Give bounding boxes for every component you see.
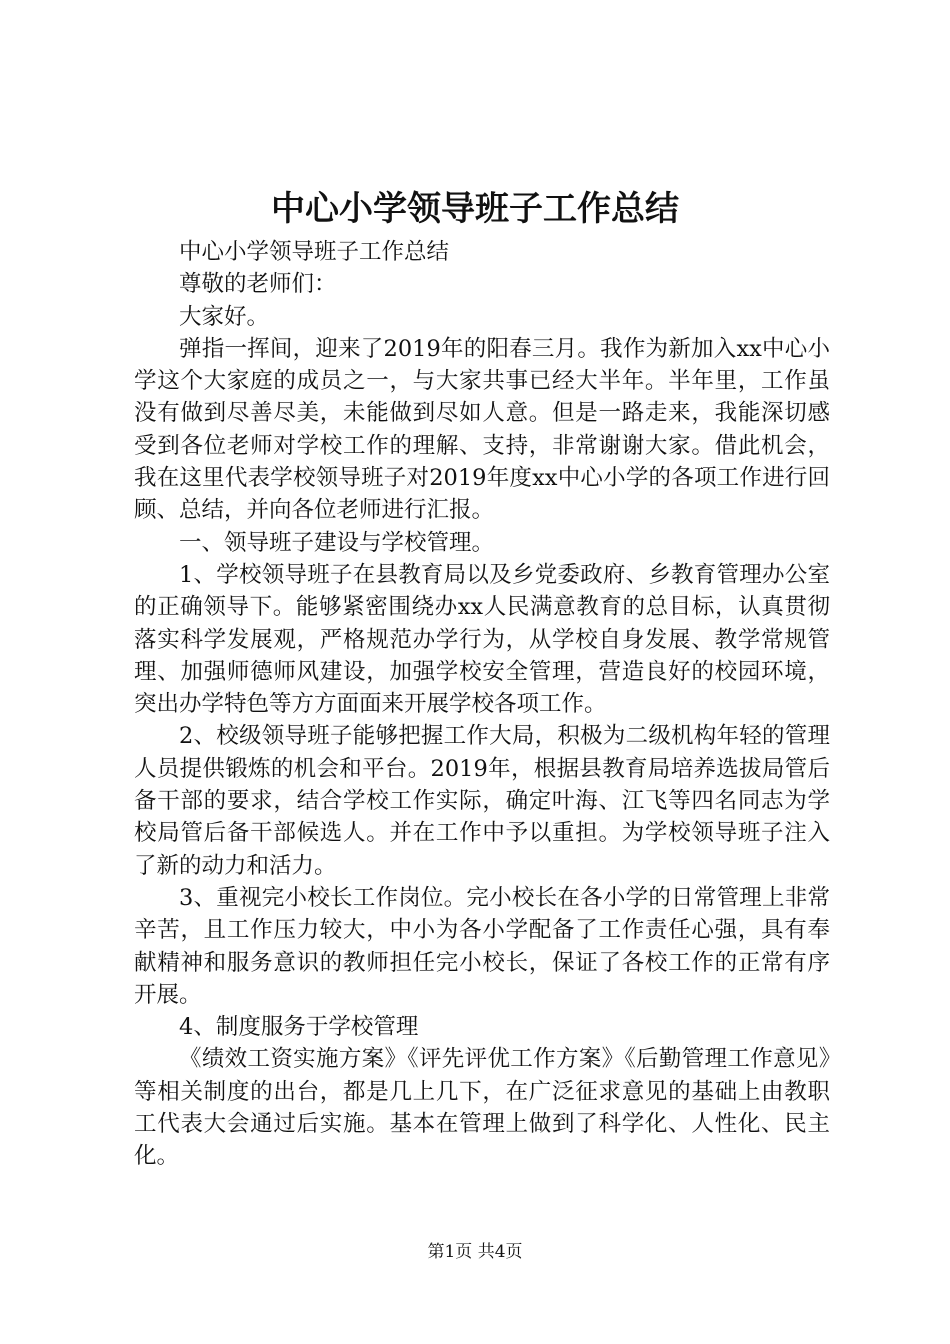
paragraph-item-4-heading: 4、制度服务于学校管理 (179, 1014, 419, 1041)
document-body (134, 236, 830, 1173)
paragraph-item-2: 2、校级领导班子能够把握工作大局，积极为二级机构年轻的管理人员提供锻炼的机会和平台。2019年，根据县教育局培养选拔局管后备干部的要求，结合学校工作实际，确定叶海、江飞等四名同志为学校局管后备干部候选人。并在工作中予以重担。为学校领导班子注入了新的动力和活力。 (134, 723, 830, 879)
page-footer: 第1页 共4页 (427, 1242, 523, 1262)
paragraph-intro: 弹指一挥间，迎来了2019年的阳春三月。我作为新加入xx中心小学这个大家庭的成员之一，与大家共事已经大半年。半年里，工作虽没有做到尽善尽美，未能做到尽如人意。但是一路走来，我能深切感受到各位老师对学校工作的理解、支持，非常谢谢大家。借此机会，我在这里代表学校领导班子对2019年度xx中心小学的各项工作进行回顾、总结，并向各位老师进行汇报。 (134, 335, 830, 524)
paragraph-greeting: 大家好。 (179, 303, 270, 330)
paragraph-item-4-body: 《绩效工资实施方案》《评先评优工作方案》《后勤管理工作意见》等相关制度的出台，都是几上几下，在广泛征求意见的基础上由教职工代表大会通过后实施。基本在管理上做到了科学化、人性化、民主化。 (134, 1046, 830, 1170)
paragraph-item-3: 3、重视完小校长工作岗位。完小校长在各小学的日常管理上非常辛苦，且工作压力较大，中小为各小学配备了工作责任心强，具有奉献精神和服务意识的教师担任完小校长，保证了各校工作的正常有序开展。 (134, 884, 830, 1008)
section-heading-leadership: 一、领导班子建设与学校管理。 (179, 529, 495, 556)
paragraph-item-1: 1、学校领导班子在县教育局以及乡党委政府、乡教育管理办公室的正确领导下。能够紧密围绕办xx人民满意教育的总目标，认真贯彻落实科学发展观，严格规范办学行为，从学校自身发展、教学常规管理、加强师德师风建设，加强学校安全管理，营造良好的校园环境，突出办学特色等方方面面来开展学校各项工作。 (134, 561, 830, 718)
page-title: 中心小学领导班子工作总结 (271, 189, 679, 229)
paragraph-subtitle: 中心小学领导班子工作总结 (179, 239, 450, 265)
paragraph-salutation: 尊敬的老师们： (179, 271, 337, 298)
